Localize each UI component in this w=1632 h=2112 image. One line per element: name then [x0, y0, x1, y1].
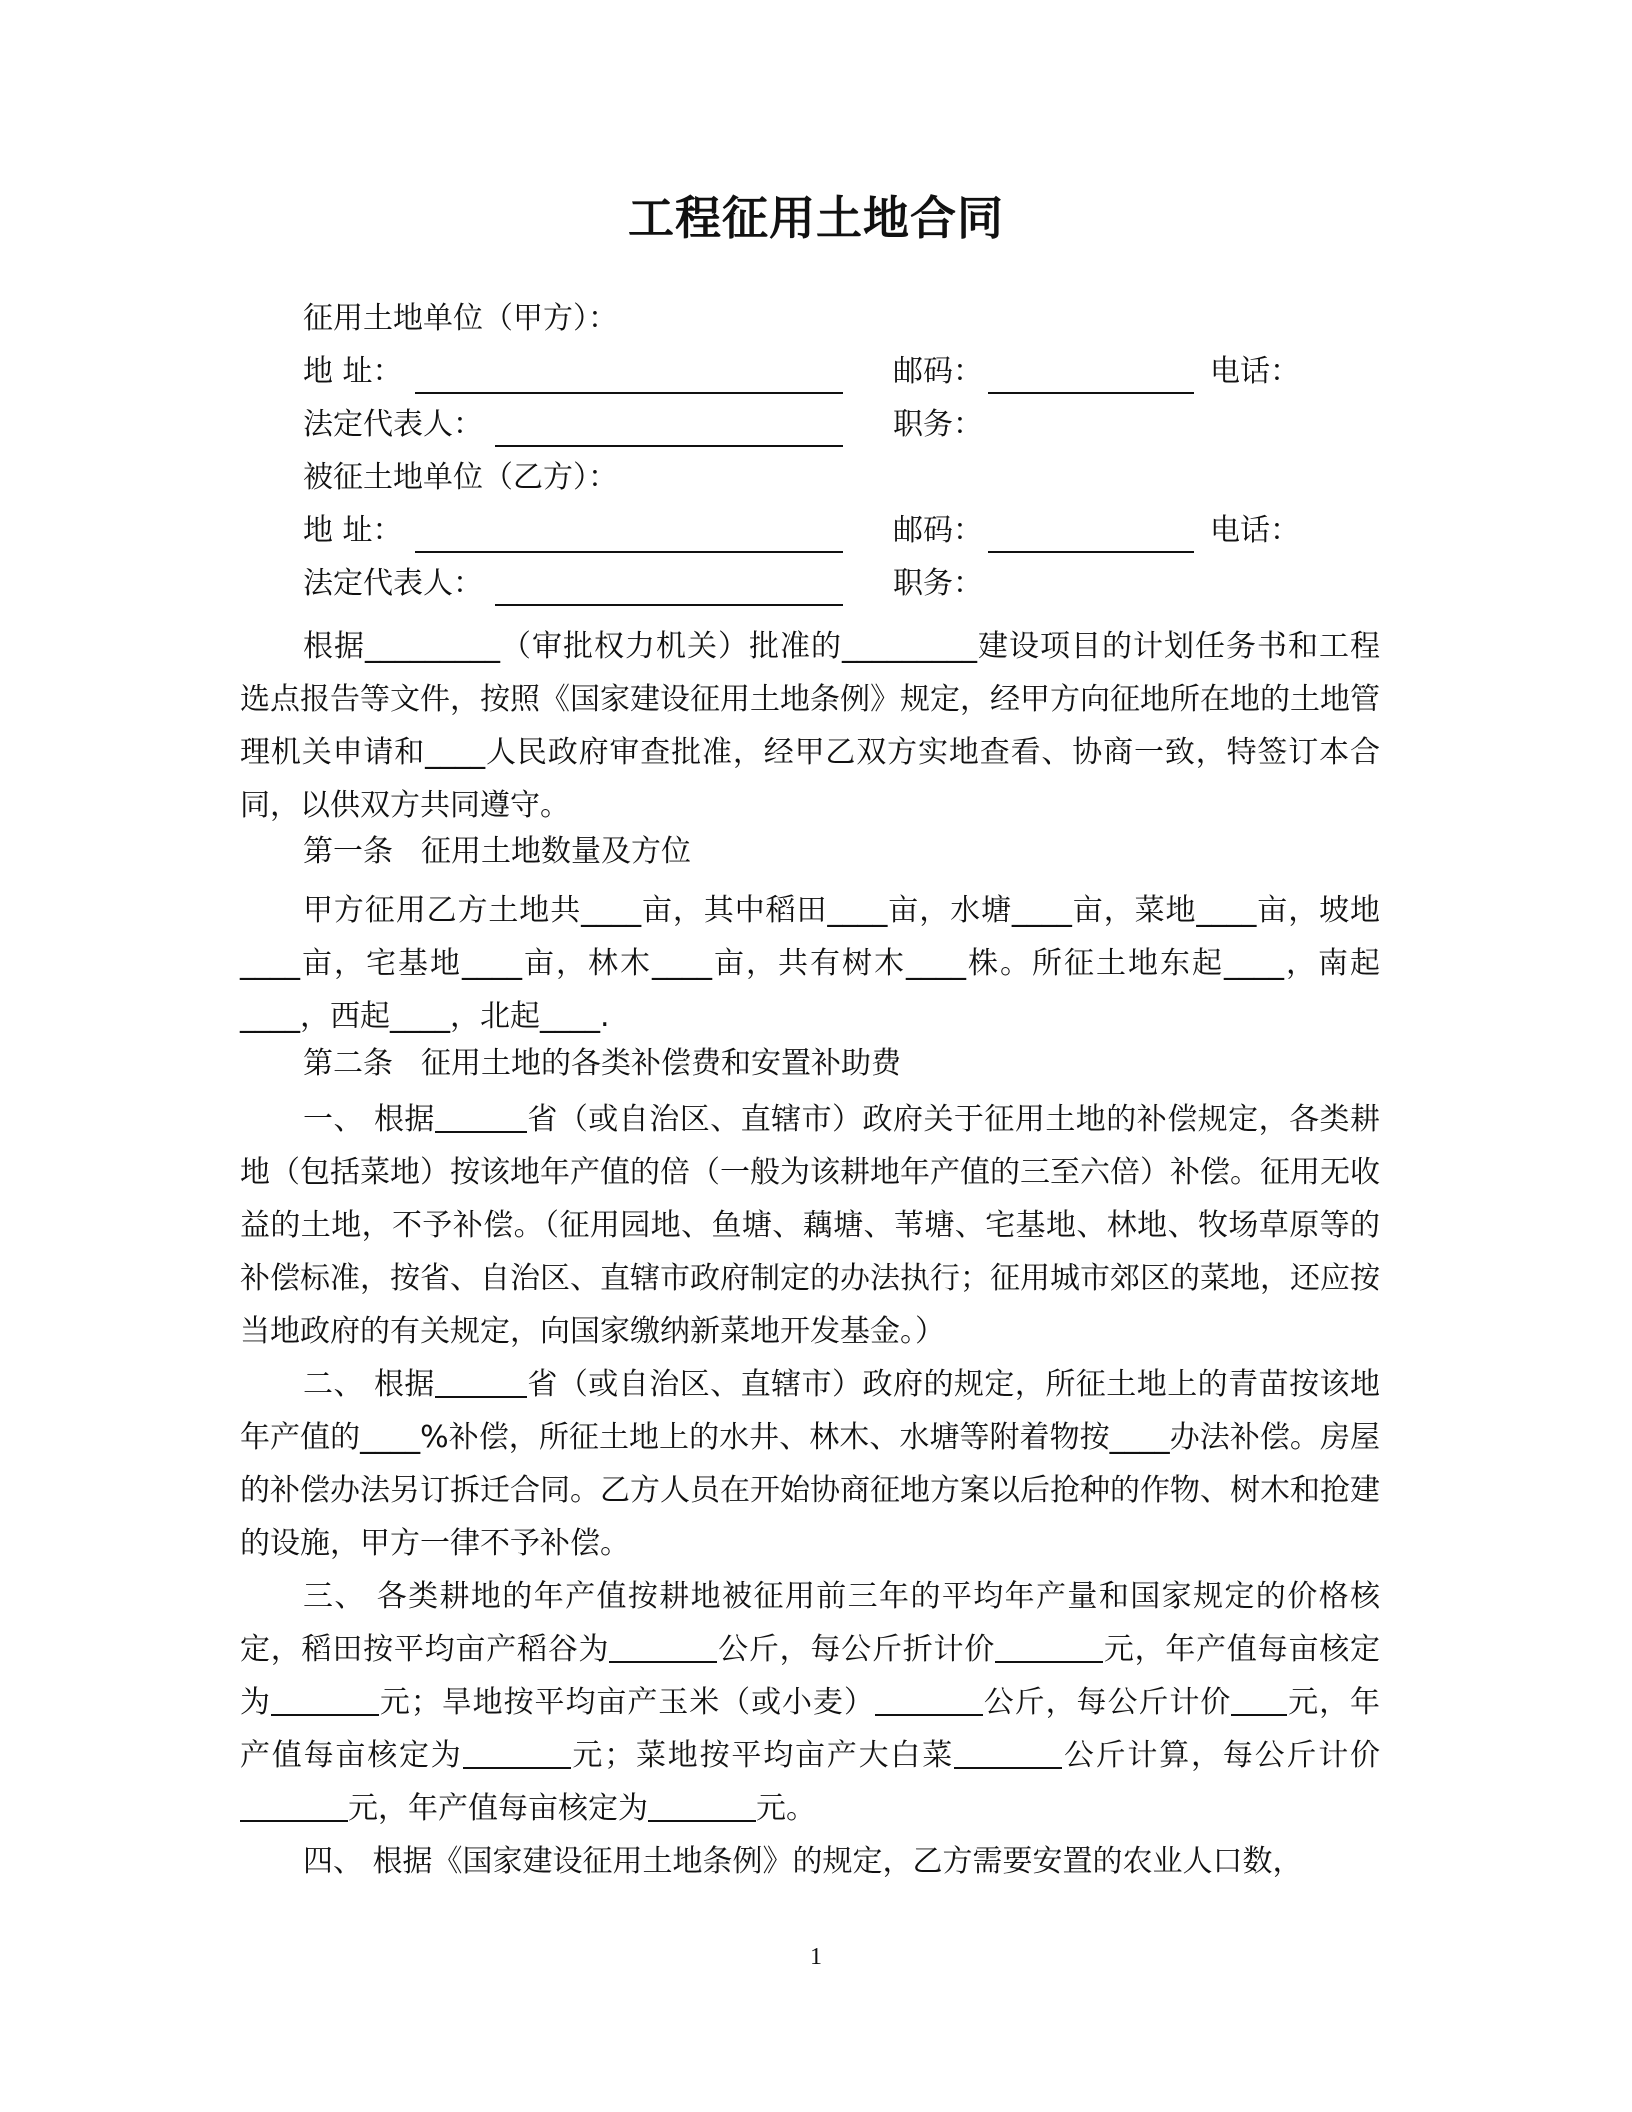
rice-yield-blank[interactable] — [609, 1633, 717, 1663]
clause-3-text-7: 元；菜地按平均亩产大白菜 — [570, 1738, 955, 1773]
clause-3-text-9: 元，年产值每亩核定为 — [348, 1791, 648, 1826]
vegetable-yield-blank[interactable] — [954, 1739, 1062, 1769]
article-2-clause-3 — [240, 1570, 1380, 1835]
dryland-annual-value-blank[interactable] — [463, 1739, 571, 1769]
party-b-rep-label: 法定代表人： — [303, 566, 483, 601]
dryland-price-blank[interactable] — [1231, 1686, 1287, 1716]
article-2-number: 第二条 — [303, 1046, 393, 1081]
clause-2-text: 省（或自治区、直辖市）政府的规定，所征土地上的青苗按该地年产值的____%补偿，所征土地上的水井、林木、水塘等附着物按____办法补偿。房屋的补偿办法另订拆迁合同。乙方人员在开始协商征地方案以后抢种的作物、树木和抢建的设施，甲方一律不予补偿。 — [240, 1367, 1381, 1561]
page-number: 1 — [810, 1944, 822, 1970]
party-a-postcode-field[interactable] — [988, 392, 1194, 394]
party-b-phone-label: 电话： — [1210, 513, 1300, 548]
clause-3-text-1: 三、 各类耕地的年产值按耕地被征用前三年的平均年产量和国家规定的价格核定，稻田按平均亩产稻谷为 — [240, 1579, 1380, 1667]
article-1-number: 第一条 — [303, 834, 393, 869]
article-2-title: 征用土地的各类补偿费和安置补助费 — [421, 1046, 901, 1081]
article-1-title: 征用土地数量及方位 — [421, 834, 691, 869]
party-a-label: 征用土地单位（甲方）： — [303, 301, 618, 336]
clause-3-text-6: 元，年产值每亩核定为 — [240, 1685, 1381, 1773]
party-a-position-label: 职务： — [893, 407, 983, 442]
clause-3-text-3: 元，年产值每亩核定为 — [240, 1632, 1381, 1720]
party-a-address-field[interactable] — [415, 392, 843, 394]
dryland-yield-blank[interactable] — [875, 1686, 983, 1716]
clause-1-text: 省（或自治区、直辖市）政府关于征用土地的补偿规定，各类耕地（包括菜地）按该地年产值的倍（一般为该耕地年产值的三至六倍）补偿。征用无收益的土地，不予补偿。（征用园地、鱼塘、藕塘、苇塘、宅基地、林地、牧场草原等的补偿标准，按省、自治区、直辖市政府制定的办法执行；征用城市郊区的菜地，还应按当地政府的有关规定，向国家缴纳新菜地开发基金。） — [240, 1102, 1381, 1349]
party-a-rep-label: 法定代表人： — [303, 407, 483, 442]
article-2-clause-4: 四、 根据《国家建设征用土地条例》的规定，乙方需要安置的农业人口数， — [303, 1844, 1303, 1879]
party-b-postcode-field[interactable] — [988, 551, 1194, 553]
document-title: 工程征用土地合同 — [628, 191, 1004, 245]
party-b-address-field[interactable] — [415, 551, 843, 553]
party-b-rep-field[interactable] — [495, 604, 843, 606]
clause-3-text-2: 公斤，每公斤折计价 — [717, 1632, 996, 1667]
party-b-position-label: 职务： — [893, 566, 983, 601]
party-b-label: 被征土地单位（乙方）： — [303, 460, 618, 495]
clause-3-text-8: 公斤计算，每公斤计价 — [1062, 1738, 1381, 1773]
rice-annual-value-blank[interactable] — [271, 1686, 379, 1716]
rice-price-blank[interactable] — [995, 1633, 1103, 1663]
clause-1-prefix: 一、 根据 — [303, 1102, 435, 1137]
article-2-clause-1 — [240, 1093, 1380, 1358]
preamble-paragraph: 根据_________（审批权力机关）批准的_________建设项目的计划任务书和工程选点报告等文件，按照《国家建设征用土地条例》规定，经甲方向征地所在地的土地管理机关申请和____人民政府审查批准，经甲乙双方实地查看、协商一致，特签订本合同，以供双方共同遵守。 — [240, 629, 1380, 823]
vegetable-price-blank[interactable] — [240, 1792, 348, 1822]
clause-3-text-4: 元；旱地按平均亩产玉米（或小麦） — [378, 1685, 875, 1720]
clause-3-text-10: 元。 — [756, 1791, 816, 1826]
party-a-postcode-label: 邮码： — [893, 354, 983, 389]
clause-2-prefix: 二、 根据 — [303, 1367, 435, 1402]
party-a-rep-field[interactable] — [495, 445, 843, 447]
clause-3-text-5: 公斤，每公斤计价 — [982, 1685, 1232, 1720]
province-blank[interactable] — [435, 1103, 527, 1133]
vegetable-annual-value-blank[interactable] — [648, 1792, 756, 1822]
party-a-address-label: 地 址： — [303, 354, 403, 389]
article-2-clause-2 — [240, 1358, 1380, 1570]
party-b-address-label: 地 址： — [303, 513, 403, 548]
article-2-heading — [303, 1044, 901, 1084]
party-a-phone-label: 电话： — [1210, 354, 1300, 389]
province-blank-2[interactable] — [435, 1368, 527, 1398]
article-1-body: 甲方征用乙方土地共____亩，其中稻田____亩，水塘____亩，菜地____亩，坡地____亩，宅基地____亩，林木____亩，共有树木____株。所征土地东起____，南起____，西起____，北起____. — [240, 893, 1380, 1034]
party-b-postcode-label: 邮码： — [893, 513, 983, 548]
article-1-heading — [303, 832, 691, 872]
